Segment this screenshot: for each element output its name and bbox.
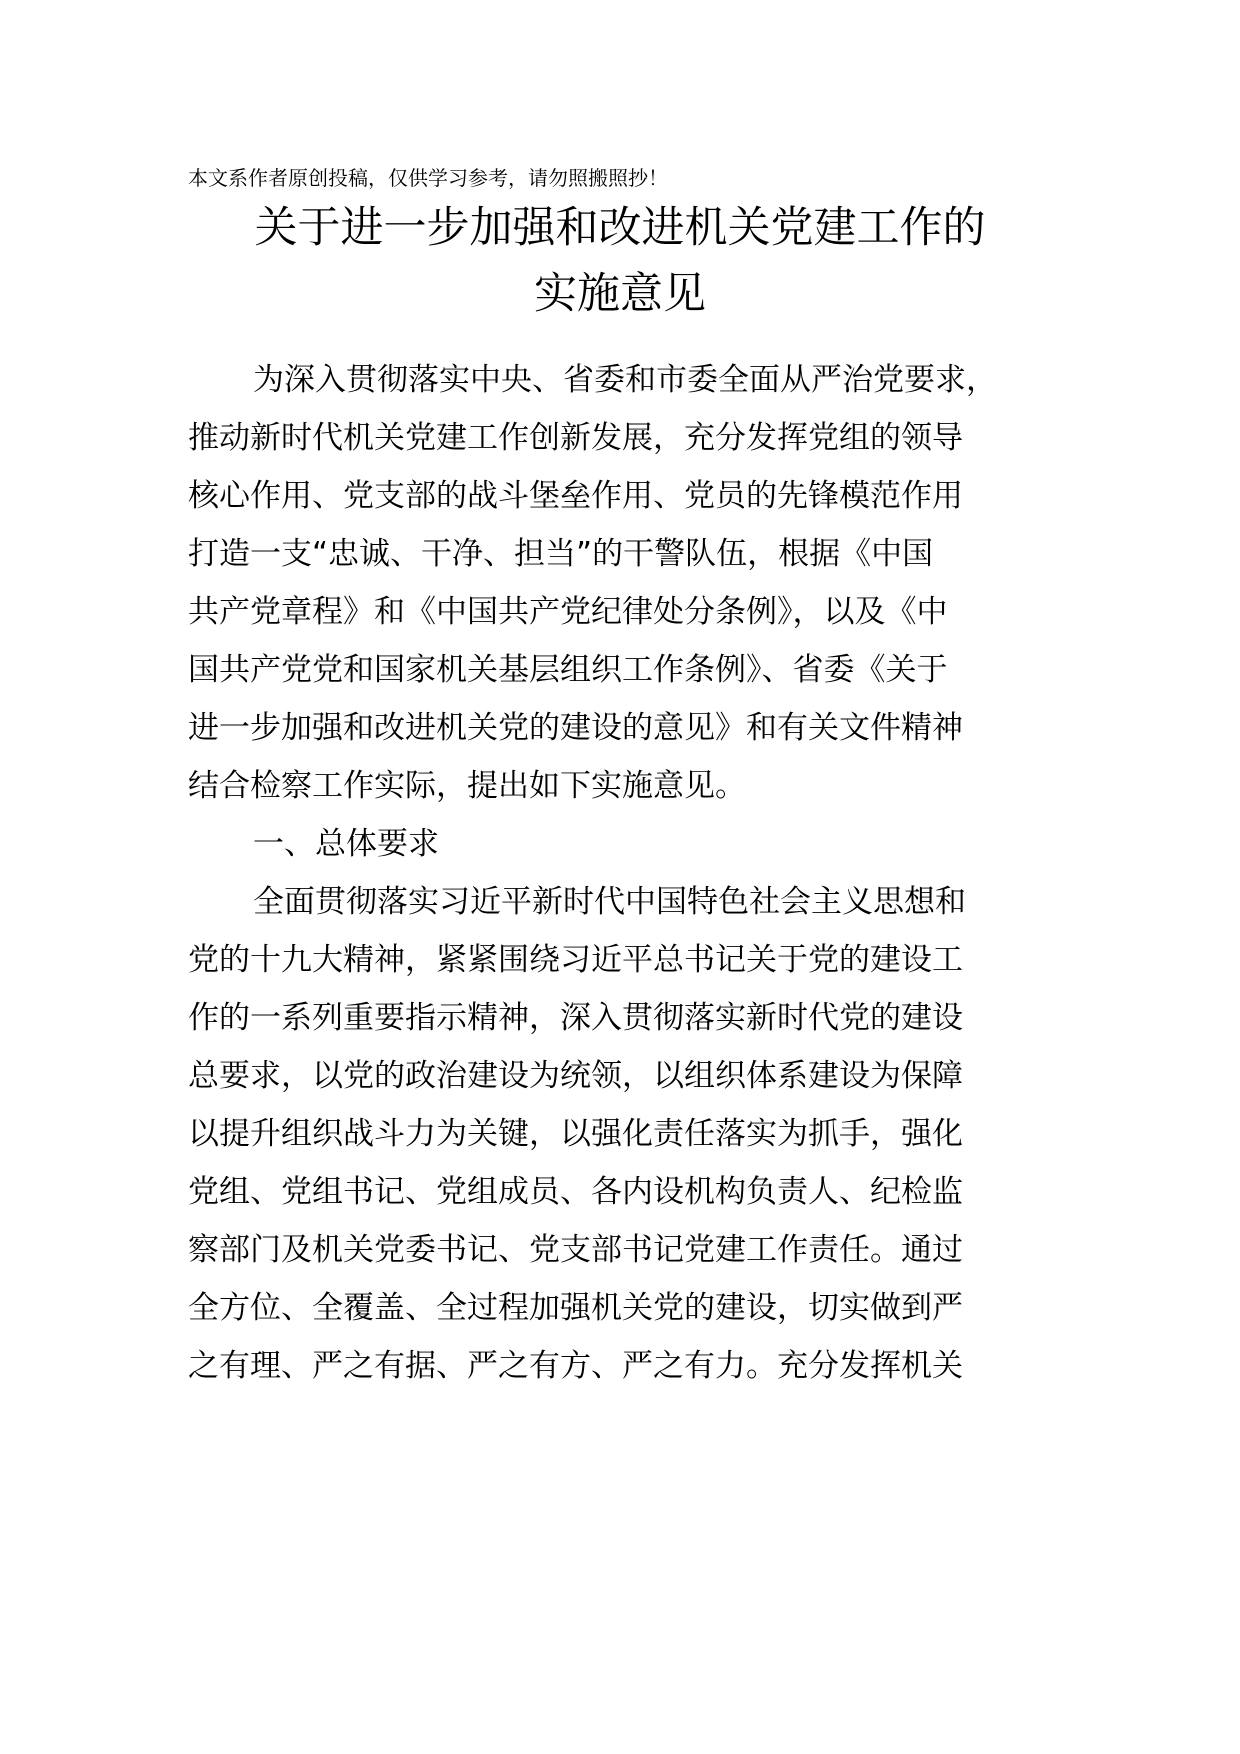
paragraph-1-line-4: 打造一支“忠诚、干净、担当”的干警队伍，根据《中国 (188, 536, 934, 572)
paragraph-1-line-5: 共产党章程》和《中国共产党纪律处分条例》，以及《中 (188, 594, 948, 630)
paragraph-2-line-5: 以提升组织战斗力为关键，以强化责任落实为抓手，强化 (188, 1116, 963, 1152)
paragraph-2-line-9: 之有理、严之有据、严之有方、严之有力。充分发挥机关 (188, 1348, 963, 1384)
paragraph-2-line-1: 全面贯彻落实习近平新时代中国特色社会主义思想和 (253, 884, 966, 920)
paragraph-2-line-8: 全方位、全覆盖、全过程加强机关党的建设，切实做到严 (188, 1290, 963, 1326)
section-1-heading: 一、总体要求 (253, 826, 439, 862)
paragraph-1-line-8: 结合检察工作实际，提出如下实施意见。 (188, 768, 746, 804)
paragraph-2-line-6: 党组、党组书记、党组成员、各内设机构负责人、纪检监 (188, 1174, 963, 1210)
document-title-line-2: 实施意见 (534, 269, 706, 319)
document-title-line-1: 关于进一步加强和改进机关党建工作的 (254, 203, 986, 253)
copyright-notice: 本文系作者原创投稿，仅供学习参考，请勿照搬照抄！ (188, 166, 668, 190)
paragraph-2-line-7: 察部门及机关党委书记、党支部书记党建工作责任。通过 (188, 1232, 963, 1268)
paragraph-1-line-3: 核心作用、党支部的战斗堡垒作用、党员的先锋模范作用 (188, 478, 963, 514)
paragraph-2-line-4: 总要求，以党的政治建设为统领，以组织体系建设为保障 (188, 1058, 963, 1094)
paragraph-1-line-2: 推动新时代机关党建工作创新发展，充分发挥党组的领导 (188, 420, 963, 456)
paragraph-1-line-1: 为深入贯彻落实中央、省委和市委全面从严治党要求， (253, 362, 997, 398)
paragraph-1-line-6: 国共产党党和国家机关基层组织工作条例》、省委《关于 (188, 652, 948, 688)
paragraph-1-line-7: 进一步加强和改进机关党的建设的意见》和有关文件精神 (188, 710, 963, 746)
paragraph-2-line-2: 党的十九大精神，紧紧围绕习近平总书记关于党的建设工 (188, 942, 963, 978)
paragraph-2-line-3: 作的一系列重要指示精神，深入贯彻落实新时代党的建设 (188, 1000, 963, 1036)
